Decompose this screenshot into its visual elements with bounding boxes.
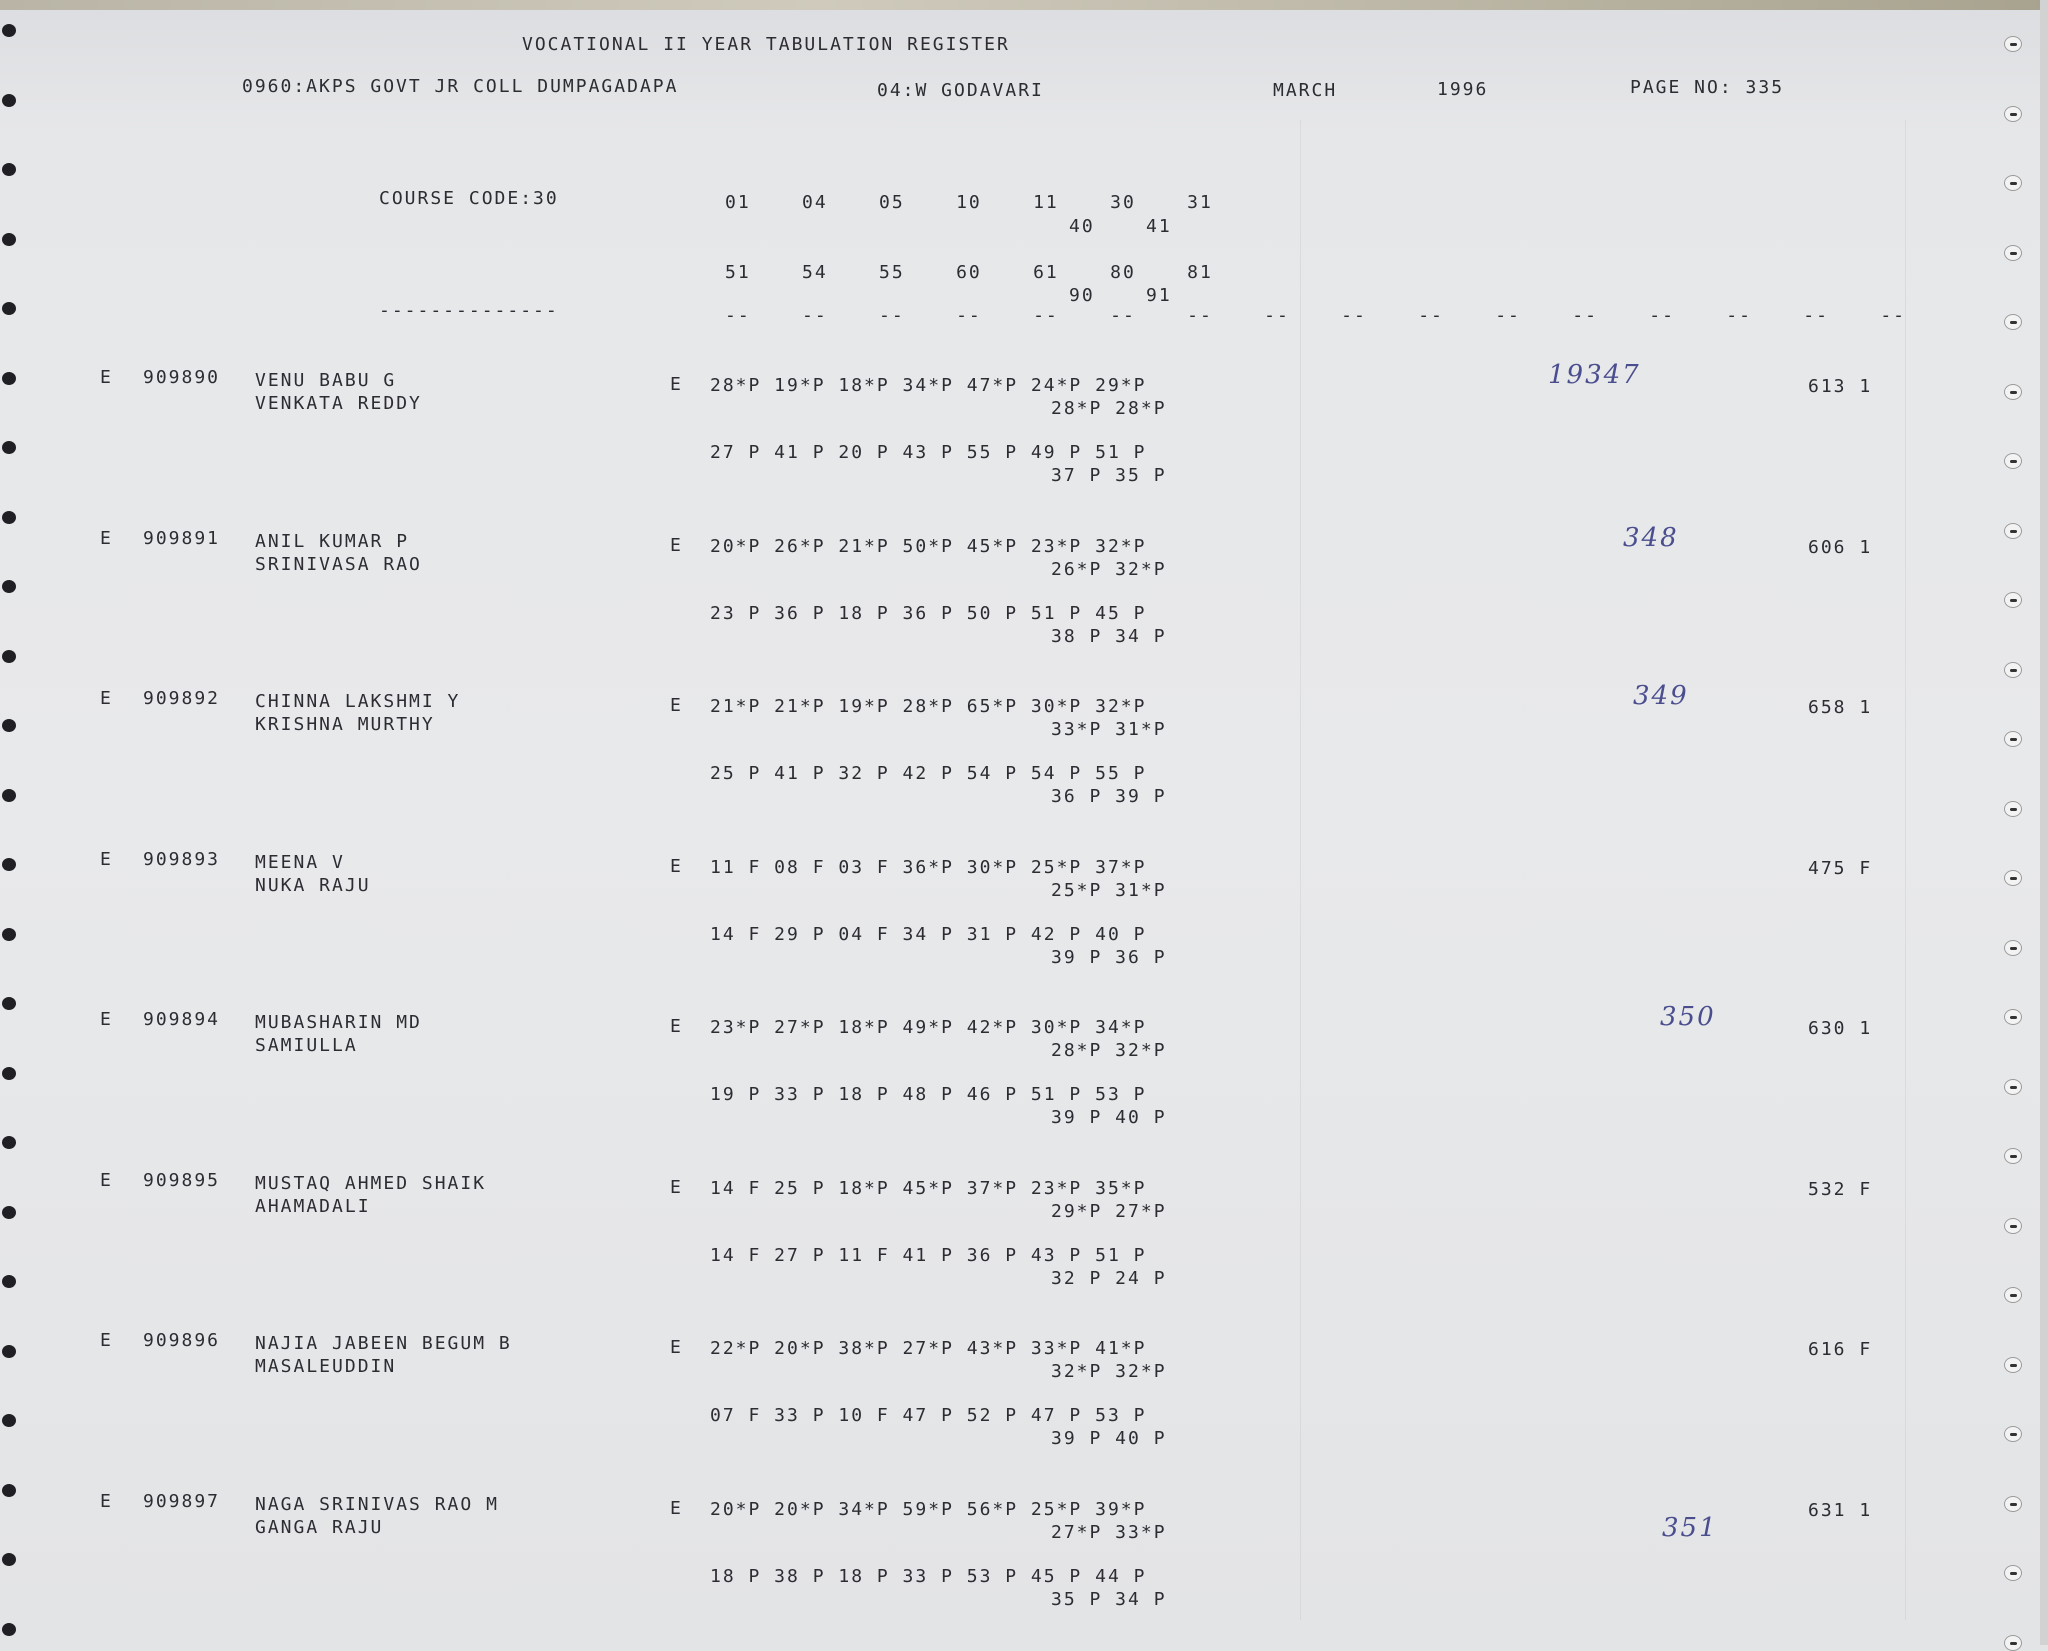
marks-row1: 20*P 20*P 34*P 59*P 56*P 25*P 39*P [710,1498,1147,1520]
student-father-name: SAMIULLA [255,1035,358,1056]
page-number: PAGE NO: 335 [1630,77,1785,98]
feed-hole [2004,245,2022,261]
marks-row2-extra: 39 P 40 P [1051,1107,1167,1128]
course-code-label: COURSE CODE:30 [379,188,559,209]
marks-medium-flag: E [670,534,683,556]
punch-hole [2,372,16,385]
marks-row1-extra: 25*P 31*P [1051,879,1167,901]
marks-row2-extra: 35 P 34 P [1051,1588,1167,1610]
faint-rule [1905,120,1906,1620]
punch-hole [2,1414,16,1427]
subject-codes-row2b: 90 91 [1069,285,1172,306]
faint-rule [1300,120,1301,1620]
punch-hole [2,441,16,454]
marks-row1: 28*P 19*P 18*P 34*P 47*P 24*P 29*P [710,375,1147,396]
marks-row2: 19 P 33 P 18 P 48 P 46 P 51 P 53 P [710,1084,1147,1105]
student-father-name: KRISHNA MURTHY [255,714,435,735]
marks-medium-flag: E [670,374,683,395]
grand-total: 475 F [1808,857,1873,879]
handwritten-serial: 349 [1633,681,1689,711]
grand-total: 532 F [1808,1178,1873,1200]
marks-row1-extra: 33*P 31*P [1051,719,1167,740]
grand-total: 631 1 [1808,1499,1873,1521]
punch-hole [2,1553,16,1566]
district-name: 04:W GODAVARI [877,80,1044,101]
student-name: ANIL KUMAR P [255,530,410,552]
tractor-feed-strip [2040,0,2048,1645]
marks-row2: 18 P 38 P 18 P 33 P 53 P 45 P 44 P [710,1565,1147,1587]
handwritten-serial: 350 [1660,1002,1716,1032]
student-father-name: GANGA RAJU [255,1516,384,1538]
feed-hole [2004,1496,2022,1512]
grand-total: 616 F [1808,1339,1873,1360]
student-hall-ticket: 909894 [143,1009,221,1030]
punch-hole [2,1484,16,1497]
marks-row2: 14 F 27 P 11 F 41 P 36 P 43 P 51 P [710,1244,1147,1266]
punch-hole [2,1206,16,1219]
student-name: CHINNA LAKSHMI Y [255,691,461,712]
marks-row2: 27 P 41 P 20 P 43 P 55 P 49 P 51 P [710,442,1147,463]
marks-row2: 07 F 33 P 10 F 47 P 52 P 47 P 53 P [710,1405,1147,1426]
student-name: NAGA SRINIVAS RAO M [255,1493,499,1515]
feed-hole [2004,940,2022,956]
student-hall-ticket: 909896 [143,1330,221,1351]
punch-hole [2,1623,16,1636]
marks-row2-extra: 36 P 39 P [1051,786,1167,807]
feed-hole [2004,870,2022,886]
feed-hole [2004,1079,2022,1095]
student-exam-flag: E [100,688,113,709]
student-name: NAJIA JABEEN BEGUM B [255,1333,512,1354]
marks-row1: 14 F 25 P 18*P 45*P 37*P 23*P 35*P [710,1177,1147,1199]
student-hall-ticket: 909891 [143,527,221,549]
punch-hole [2,94,16,107]
marks-medium-flag: E [670,1016,683,1037]
feed-hole [2004,1218,2022,1234]
exam-year: 1996 [1437,79,1489,100]
student-exam-flag: E [100,848,113,870]
subject-codes-row1: 01 04 05 10 11 30 31 [725,192,1213,213]
feed-hole [2004,384,2022,400]
feed-hole [2004,453,2022,469]
marks-medium-flag: E [670,1176,683,1198]
punch-hole [2,302,16,315]
feed-hole [2004,175,2022,191]
punch-hole [2,163,16,176]
student-father-name: NUKA RAJU [255,874,371,896]
marks-row1-extra: 29*P 27*P [1051,1200,1167,1222]
marks-row2-extra: 39 P 36 P [1051,946,1167,968]
marks-row1-extra: 27*P 33*P [1051,1521,1167,1543]
marks-row1-extra: 28*P 28*P [1051,398,1167,419]
student-exam-flag: E [100,1330,113,1351]
handwritten-serial: 351 [1662,1512,1718,1543]
college-name: 0960:AKPS GOVT JR COLL DUMPAGADAPA [242,76,679,97]
marks-medium-flag: E [670,1337,683,1358]
marks-row1-extra: 32*P 32*P [1051,1361,1167,1382]
register-title: VOCATIONAL II YEAR TABULATION REGISTER [522,34,1010,55]
punch-hole [2,511,16,524]
subject-codes-row2: 51 54 55 60 61 80 81 [725,262,1213,283]
student-hall-ticket: 909892 [143,688,221,709]
grand-total: 658 1 [1808,697,1873,718]
marks-row1: 23*P 27*P 18*P 49*P 42*P 30*P 34*P [710,1017,1147,1038]
marks-row1-extra: 26*P 32*P [1051,558,1167,580]
marks-medium-flag: E [670,855,683,877]
student-hall-ticket: 909897 [143,1490,221,1512]
marks-row1: 20*P 26*P 21*P 50*P 45*P 23*P 32*P [710,535,1147,557]
course-underline: -------------- [379,300,559,321]
column-dash-row: -- -- -- -- -- -- -- -- -- -- -- -- -- -- -- -- [725,305,1906,326]
student-father-name: VENKATA REDDY [255,393,422,414]
punch-hole [2,233,16,246]
student-hall-ticket: 909890 [143,367,221,388]
feed-hole [2004,1009,2022,1025]
marks-row1: 11 F 08 F 03 F 36*P 30*P 25*P 37*P [710,856,1147,878]
student-exam-flag: E [100,367,113,388]
student-exam-flag: E [100,1009,113,1030]
feed-hole [2004,523,2022,539]
feed-hole [2004,1357,2022,1373]
handwritten-serial: 19347 [1548,360,1641,390]
punch-hole [2,928,16,941]
punch-hole [2,580,16,593]
grand-total: 630 1 [1808,1018,1873,1039]
marks-row2-extra: 39 P 40 P [1051,1428,1167,1449]
marks-medium-flag: E [670,695,683,716]
punch-hole [2,1345,16,1358]
punch-hole [2,1067,16,1080]
feed-hole [2004,662,2022,678]
marks-row2: 23 P 36 P 18 P 36 P 50 P 51 P 45 P [710,602,1147,624]
marks-row2-extra: 38 P 34 P [1051,625,1167,647]
student-name: MEENA V [255,851,345,873]
marks-row1: 21*P 21*P 19*P 28*P 65*P 30*P 32*P [710,696,1147,717]
student-exam-flag: E [100,527,113,549]
marks-row1: 22*P 20*P 38*P 27*P 43*P 33*P 41*P [710,1338,1147,1359]
feed-hole [2004,314,2022,330]
feed-hole [2004,1565,2022,1581]
punch-hole [2,719,16,732]
marks-medium-flag: E [670,1497,683,1519]
feed-hole [2004,106,2022,122]
feed-hole [2004,1426,2022,1442]
feed-hole [2004,36,2022,52]
punch-hole [2,789,16,802]
marks-row2: 14 F 29 P 04 F 34 P 31 P 42 P 40 P [710,923,1147,945]
student-father-name: MASALEUDDIN [255,1356,397,1377]
feed-hole [2004,1635,2022,1651]
feed-hole [2004,592,2022,608]
punch-hole [2,24,16,37]
student-hall-ticket: 909895 [143,1169,221,1191]
exam-month: MARCH [1273,80,1338,101]
punch-hole [2,1136,16,1149]
student-name: VENU BABU G [255,370,397,391]
feed-hole [2004,1287,2022,1303]
student-father-name: SRINIVASA RAO [255,553,422,575]
punch-hole [2,650,16,663]
grand-total: 606 1 [1808,536,1873,558]
student-name: MUSTAQ AHMED SHAIK [255,1172,487,1194]
grand-total: 613 1 [1808,376,1873,397]
handwritten-serial: 348 [1623,522,1679,553]
student-exam-flag: E [100,1490,113,1512]
punch-hole [2,1275,16,1288]
feed-hole [2004,731,2022,747]
feed-hole [2004,1148,2022,1164]
student-exam-flag: E [100,1169,113,1191]
student-hall-ticket: 909893 [143,848,221,870]
punch-hole [2,997,16,1010]
student-father-name: AHAMADALI [255,1195,371,1217]
page-top-edge [0,0,2048,10]
punch-hole [2,858,16,871]
subject-codes-row1b: 40 41 [1069,216,1172,237]
student-name: MUBASHARIN MD [255,1012,422,1033]
marks-row1-extra: 28*P 32*P [1051,1040,1167,1061]
marks-row2-extra: 37 P 35 P [1051,465,1167,486]
feed-hole [2004,801,2022,817]
marks-row2: 25 P 41 P 32 P 42 P 54 P 54 P 55 P [710,763,1147,784]
marks-row2-extra: 32 P 24 P [1051,1267,1167,1289]
